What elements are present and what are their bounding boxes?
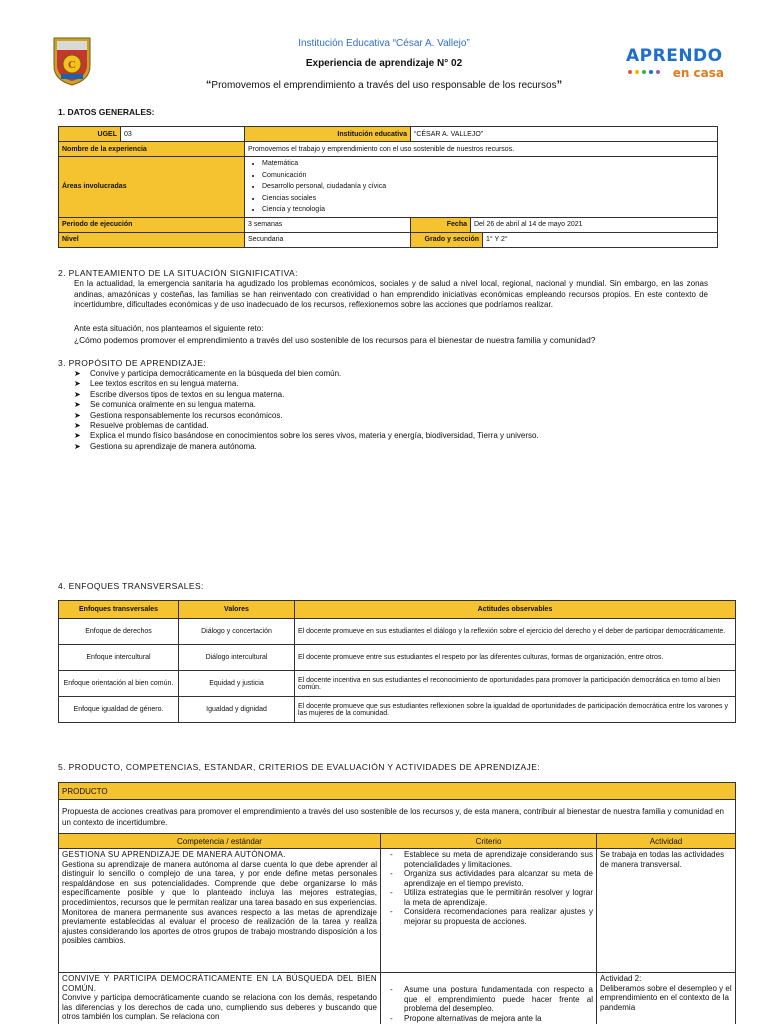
logo-top-text: APRENDO (626, 46, 723, 66)
list-item: - Propone alternativas de mejora ante la (384, 1014, 593, 1024)
section-5-heading: 5. PRODUCTO, COMPETENCIAS, ESTANDAR, CRITERIOS DE EVALUACIÓN Y ACTIVIDADES DE APRENDIZAJE: (58, 762, 541, 772)
challenge-intro: Ante esta situación, nos planteamos el siguiente reto: (74, 324, 264, 333)
enfoques-table (58, 600, 736, 723)
list-item: ➤ Gestiona responsablemente los recursos económicos. (74, 410, 283, 420)
nombre-value: Promovemos el trabajo y emprendimiento con el uso sostenible de nuestros recursos. (245, 142, 718, 157)
fecha-value: Del 26 de abril al 14 de mayo 2021 (471, 217, 718, 232)
competencia-title: GESTIONA SU APRENDIZAJE DE MANERA AUTÓNOMA. (62, 850, 286, 859)
list-item: - Considera recomendaciones para realizar ajustes y mejorar su propuesta de acciones. (384, 907, 593, 926)
grado-value: 1° Y 2° (483, 232, 718, 247)
list-item: ➤ Escribe diversos tipos de textos en su lengua materna. (74, 389, 285, 399)
institution-name: Institución Educativa “César A. Vallejo” (298, 38, 470, 49)
list-item: • Comunicación (262, 170, 714, 182)
table-row (59, 973, 736, 1024)
competencia-title: CONVIVE Y PARTICIPA DEMOCRÁTICAMENTE EN LA BÚSQUEDA DEL BIEN COMÚN. (62, 974, 377, 993)
producto-label: PRODUCTO (59, 783, 736, 800)
arrow-icon: ➤ (74, 400, 81, 410)
criterio-cell (381, 849, 597, 973)
col-criterio: Criterio (381, 834, 597, 849)
ugel-value: 03 (121, 127, 245, 142)
areas-value (245, 157, 718, 218)
institucion-label: Institución educativa (245, 127, 411, 142)
list-item: - Asume una postura fundamentada con respecto a que el emprendimiento puede hacer frente al problema del desempleo. (384, 985, 593, 1014)
actividad-cell (597, 973, 736, 1024)
list-item: ➤ Lee textos escritos en su lengua materna. (74, 379, 239, 389)
experience-title: Experiencia de aprendizaje N° 02 (305, 58, 463, 69)
nivel-value: Secundaria (245, 232, 411, 247)
list-item: • Ciencia y tecnología (262, 204, 714, 216)
list-item: • Matemática (262, 158, 714, 170)
col-actividad: Actividad (597, 834, 736, 849)
periodo-label: Periodo de ejecución (59, 217, 245, 232)
list-item: ➤ Convive y participa democráticamente en la búsqueda del bien común. (74, 369, 342, 378)
arrow-icon: ➤ (74, 421, 81, 431)
list-item: ➤ Se comunica oralmente en su lengua materna. (74, 400, 256, 410)
fecha-label: Fecha (411, 217, 471, 232)
activity-text: Deliberamos sobre el desempleo y el emprendimiento en el contexto de la pandemia (600, 983, 732, 1012)
nivel-label: Nivel (59, 232, 245, 247)
list-item: - Utiliza estrategias que le permitirán resolver y lograr la meta de aprendizaje. (384, 888, 593, 907)
logo-dots-icon (628, 70, 660, 74)
table-row: Enfoque intercultural Diálogo intercultural El docente promueve entre sus estudiantes el respeto por las diferentes culturas, formas de organización, entre otros. (59, 645, 736, 671)
competencia-text: Gestiona su aprendizaje de manera autónoma al darse cuenta lo que debe aprender al distinguir lo sencillo o complejo de una tarea, y por ende define metas personales respaldándose en sus potencialidades. Comprende que debe organizarse lo más específicamente posible y que lo planteado incluya las mejores estrategias, procedimientos, recursos que le permitan realizar una tarea basado en sus experiencias. Monitorea de manera permanente sus avances respecto a las metas de aprendizaje previamente establecidas al evaluar el proceso de realización de la tarea y realiza ajustes considerando los aportes de otros grupos de trabajo mostrando disposición a los posibles cambios. (62, 859, 377, 946)
competencia-cell (59, 849, 381, 973)
section-4-heading: 4. ENFOQUES TRANSVERSALES: (58, 581, 204, 591)
list-item: ➤ Resuelve problemas de cantidad. (74, 421, 209, 431)
challenge-question: ¿Cómo podemos promover el emprendimiento a través del uso sostenible de los recursos para el bienestar de nuestra familia y comunidad? (74, 335, 596, 345)
aprendo-en-casa-logo (626, 48, 726, 84)
col-actitudes: Actitudes observables (295, 601, 736, 619)
list-item: - Establece su meta de aprendizaje considerando sus potencialidades y limitaciones. (384, 850, 593, 869)
section-3-heading: 3. PROPÓSITO DE APRENDIZAJE: (58, 358, 207, 368)
arrow-icon: ➤ (74, 389, 81, 399)
situation-paragraph: En la actualidad, la emergencia sanitaria ha agudizado los problemas económicos, sociales y de salud a nivel local, regional, nacional y mundial. Sin embargo, en las zonas andinas, amazónicas y costeñas, las familias se han reinventado con creatividad o han emprendido iniciativas económicas empleando recursos propios. En este contexto de incertidumbre, dificultades económicas y de uso inadecuado de los recursos, reflexionemos sobre las acciones que podríamos realizar. (74, 279, 708, 309)
product-table (58, 782, 736, 1024)
arrow-icon: ➤ (74, 431, 81, 441)
activity-title: Actividad 2: (600, 974, 642, 983)
table-row: Enfoque orientación al bien común. Equidad y justicia El docente incentiva en sus estudiantes el reconocimiento de oportunidades para promover la participación democrática en torno al bien común. (59, 671, 736, 697)
col-valores: Valores (179, 601, 295, 619)
table-row: Enfoque igualdad de género. Igualdad y dignidad El docente promueve que sus estudiantes reflexionen sobre la igualdad de oportunidades de participación democrática entre los varones y las mujeres de la comunidad. (59, 697, 736, 723)
areas-list (248, 158, 714, 216)
logo-bottom-text: en casa (672, 66, 724, 80)
competencia-text: Convive y participa democráticamente cuando se relaciona con los demás, respetando las diferencias y los derechos de cada uno, cumpliendo sus deberes y buscando que otros también los cumplan. Se relaciona con (62, 993, 377, 1022)
actividad-cell: Se trabaja en todas las actividades de manera transversal. (597, 849, 736, 973)
experience-subtitle: “Promovemos el emprendimiento a través del uso responsable de los recursos” (205, 79, 563, 91)
areas-label: Áreas involucradas (59, 157, 245, 218)
col-enfoques: Enfoques transversales (59, 601, 179, 619)
list-item: • Ciencias sociales (262, 193, 714, 205)
ugel-label: UGEL (59, 127, 121, 142)
producto-text: Propuesta de acciones creativas para promover el emprendimiento a través del uso sostenible de los recursos y, de esta manera, contribuir al bienestar de nuestra familia y comunidad en un contexto de incertidumbre. (59, 800, 736, 834)
general-data-table (58, 126, 718, 248)
competencia-cell (59, 973, 381, 1024)
table-row: Enfoque de derechos Diálogo y concertación El docente promueve en sus estudiantes el diálogo y la reflexión sobre el ejercicio del derecho y el deber de participar democráticamente. (59, 619, 736, 645)
criterio-cell (381, 973, 597, 1024)
grado-label: Grado y sección (411, 232, 483, 247)
arrow-icon: ➤ (74, 379, 81, 389)
purpose-list (62, 369, 722, 452)
list-item: ➤ Explica el mundo físico basándose en conocimientos sobre los seres vivos, materia y energía, biodiversidad, Tierra y universo. (74, 431, 539, 441)
nombre-label: Nombre de la experiencia (59, 142, 245, 157)
section-1-heading: 1. DATOS GENERALES: (58, 107, 155, 117)
list-item: - Organiza sus actividades para alcanzar su meta de aprendizaje en el tiempo previsto. (384, 869, 593, 888)
arrow-icon: ➤ (74, 369, 81, 378)
arrow-icon: ➤ (74, 410, 81, 420)
list-item: ➤ Gestiona su aprendizaje de manera autónoma. (74, 441, 257, 451)
col-competencia: Competencia / estándar (59, 834, 381, 849)
subtitle-text: Promovemos el emprendimiento a través del uso responsable de los recursos (211, 80, 557, 91)
table-row (59, 849, 736, 973)
periodo-value: 3 semanas (245, 217, 411, 232)
section-2-heading: 2. PLANTEAMIENTO DE LA SITUACIÓN SIGNIFICATIVA: (58, 268, 298, 278)
list-item: • Desarrollo personal, ciudadanía y cívica (262, 181, 714, 193)
institucion-value: “CÉSAR A. VALLEJO” (411, 127, 718, 142)
crest-letter: C (68, 59, 76, 71)
document-header (0, 30, 768, 100)
arrow-icon: ➤ (74, 441, 81, 451)
